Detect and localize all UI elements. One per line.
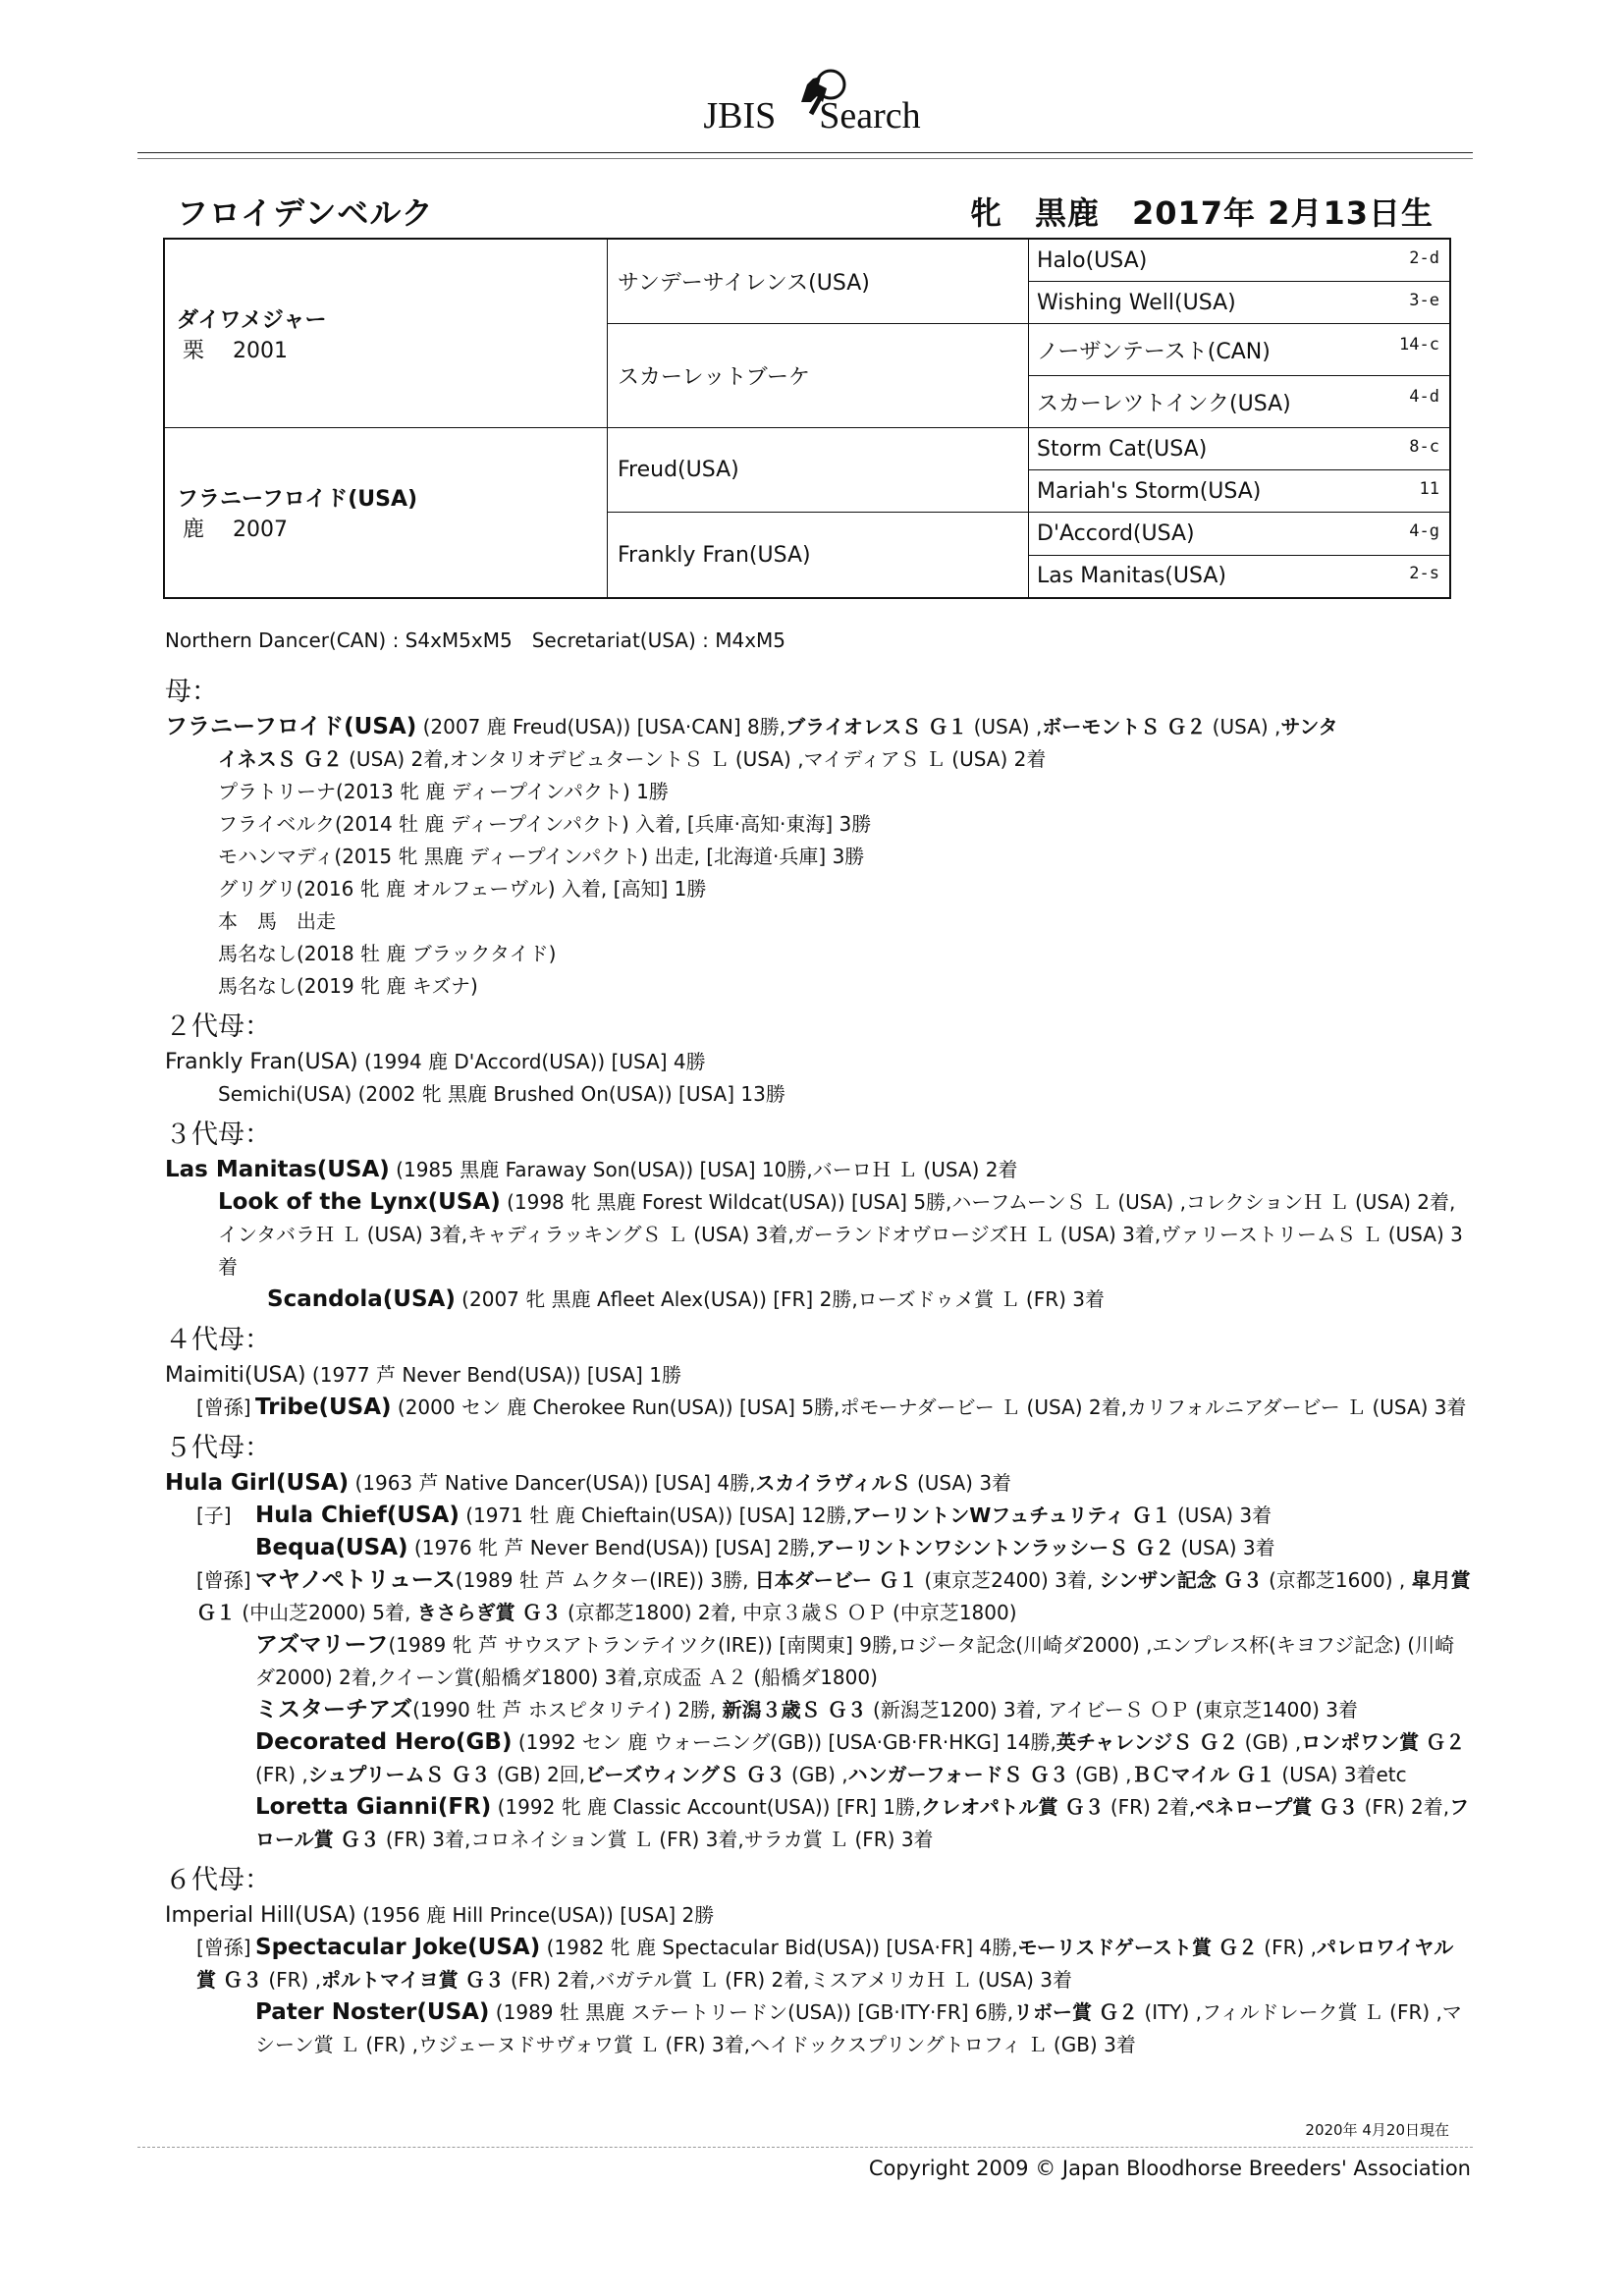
race-name: サンタ [1280,715,1338,738]
g3-child-text: (2007 牝 黒鹿 Afleet Alex(USA)) [FR] 2勝,ローズドゥメ賞 Ｌ (FR) 3着 [455,1287,1105,1311]
logo-left: JBIS [703,95,777,137]
g6-child-text: (FR) , [261,1968,322,1992]
g5-child-text: (GB) 2回, [490,1763,586,1786]
g5-child-name: Loretta Gianni(FR) [255,1794,492,1820]
g6-child-name: Spectacular Joke(USA) [255,1935,541,1960]
race-name: ロンポワン賞 Ｇ２ [1301,1730,1466,1754]
g5-record [165,1467,1471,1500]
race-name: ペネロープ賞 Ｇ３ [1195,1795,1359,1819]
g4-child [165,1392,1471,1424]
race-name: アーリントンWフュチュリティ Ｇ１ [851,1503,1171,1527]
pedigree-table [163,238,1451,599]
g2-child: Semichi(USA) (2002 牝 黒鹿 Brushed On(USA)) [USA] 13勝 [218,1082,785,1106]
family-code: 8-c [1409,436,1439,457]
gen3-cell [1029,513,1451,555]
dam-text: (USA) , [967,715,1043,738]
g6-child-text: (FR) 2着,バガテル賞 Ｌ (FR) 2着,ミスアメリカＨ Ｌ (USA) 3着 [504,1968,1072,1992]
dam-foal: 本 馬 出走 [218,909,336,933]
g5-child-name: マヤノペトリュース [255,1567,456,1593]
g4-record [165,1359,1471,1392]
race-name: シュプリームＳ Ｇ３ [307,1763,491,1786]
sire-cell [164,239,608,428]
dam-cell [164,428,608,598]
copyright: Copyright 2009 © Japan Bloodhorse Breeders' Association [868,2157,1471,2180]
g5-child-text: (FR) , [255,1763,308,1786]
race-name: アーリントンワシントンラッシーＳ Ｇ２ [815,1536,1175,1559]
g5-child-text: (FR) 2着, [1104,1795,1196,1819]
family-code: 4-d [1409,386,1439,407]
race-name: リボー賞 Ｇ２ [1013,2000,1139,2024]
race-name: クレオパトル賞 Ｇ３ [921,1795,1105,1819]
g5-child-text: (1971 牡 鹿 Chieftain(USA)) [USA] 12勝, [459,1503,852,1527]
gen3-cell [1029,428,1451,470]
gen3-cell [1029,555,1451,598]
g5-child-text: (GB) , [1068,1763,1132,1786]
g6-child-2 [165,1996,1471,2061]
race-name: フロール賞 Ｇ３ [255,1795,1470,1851]
race-name: ＢＣマイル Ｇ１ [1131,1763,1276,1786]
dam-name: フラニーフロイド(USA) [177,487,418,513]
section-heading-g6: ６代母： [165,1865,271,1895]
relation-tag: [曾孫] [196,1936,251,1959]
g5-child-name: Hula Chief(USA) [255,1503,460,1528]
g5-name: Hula Girl(USA) [165,1470,350,1496]
dam-record [165,711,1471,743]
g5-text: (USA) 3着 [910,1471,1012,1495]
g5-child-text: (1992 セン 鹿 ウォーニング(GB)) [USA·GB·FR·HKG] 14勝, [512,1730,1056,1754]
family-code: 2-d [1409,247,1439,268]
g5-child-text: (FR) 3着,コロネイション賞 Ｌ (FR) 3着,サラカ賞 Ｌ (FR) 3着 [379,1828,934,1851]
section-heading-g5: ５代母： [165,1433,271,1463]
g6-child-text: (1989 牡 黒鹿 ステートリードン(USA)) [GB·ITY·FR] 6勝, [489,2000,1014,2024]
race-name: ハンガーフォードＳ Ｇ３ [847,1763,1069,1786]
g5-child-text: (USA) 3着etc [1275,1763,1407,1786]
dam-foal: 馬名なし(2019 牝 鹿 キズナ) [218,974,478,998]
as-of-date: 2020年 4月20日現在 [1305,2121,1449,2139]
gen3-cell [1029,324,1451,376]
g5-child-4 [165,1629,1471,1694]
race-name: きさらぎ賞 Ｇ３ [416,1601,562,1624]
gen3-cell [1029,376,1451,428]
dam-name: フラニーフロイド(USA) [165,714,417,739]
dam-foal: プラトリーナ(2013 牝 鹿 ディープインパクト) 1勝 [218,780,669,803]
g3-child-1 [165,1186,1471,1284]
race-name: 皐月賞 Ｇ１ [196,1568,1471,1624]
gen3-name: Las Manitas(USA) [1037,564,1226,589]
g5-child-text: (FR) 2着, [1358,1795,1450,1819]
g4-name: Maimiti(USA) [165,1363,306,1388]
dam-foal: グリグリ(2016 牝 鹿 オルフェーヴル) 入着, [高知] 1勝 [218,877,707,901]
gen2-cell: Freud(USA) [608,428,1029,513]
family-section [165,668,1471,2061]
g3-child-text: (1998 牝 黒鹿 Forest Wildcat(USA)) [USA] 5勝,ハーフムーンＳ Ｌ (USA) ,コレクションＨ Ｌ (USA) 2着,インタバラＨ Ｌ (USA) 3着,キャディラッキングＳ Ｌ (USA) 3着,ガーランドオヴロージズＨ Ｌ (USA) 3着,ヴァリーストリームＳ Ｌ (USA) 3着 [218,1190,1463,1279]
g4-text: (1977 芦 Never Bend(USA)) [USA] 1勝 [305,1363,681,1387]
gen3-name: Wishing Well(USA) [1037,290,1236,315]
inbreeding-note: Northern Dancer(CAN) : S4xM5xM5 Secretariat(USA) : M4xM5 [165,629,786,652]
dam-text: (USA) , [1206,715,1281,738]
g3-text: (1985 黒鹿 Faraway Son(USA)) [USA] 10勝,バーロＨ Ｌ (USA) 2着 [389,1158,1018,1181]
race-name: ポルトマイヨ賞 Ｇ３ [321,1968,505,1992]
g5-child-7 [165,1791,1471,1856]
gen3-cell [1029,239,1451,282]
gen2-cell: スカーレットブーケ [608,324,1029,428]
race-name: パレロワイヤル賞 Ｇ３ [196,1936,1454,1992]
g6-text: (1956 鹿 Hill Prince(USA)) [USA] 2勝 [355,1903,715,1927]
dam-foal: モハンマディ(2015 牝 黒鹿 ディープインパクト) 出走, [北海道·兵庫] 3勝 [218,845,865,868]
header-rule-2 [137,158,1473,159]
section-heading-g2: ２代母： [165,1011,271,1042]
gen3-name: ノーザンテースト(CAN) [1037,339,1271,364]
g6-child-text: (1982 牝 鹿 Spectacular Bid(USA)) [USA·FR] 4勝, [540,1936,1018,1959]
g3-child-name: Look of the Lynx(USA) [218,1189,501,1215]
g5-child-name: Bequa(USA) [255,1535,408,1560]
g5-child-text: (東京芝2400) 3着, [917,1568,1100,1592]
section-heading-g3: ３代母： [165,1120,271,1150]
gen3-name: スカーレツトインク(USA) [1037,391,1291,416]
g5-child-text: (1992 牝 鹿 Classic Account(USA)) [FR] 1勝, [491,1795,922,1819]
dam-text: (2007 鹿 Freud(USA)) [USA·CAN] 8勝, [416,715,786,738]
dam-record-cont [165,743,1471,776]
family-code: 11 [1419,478,1439,499]
sire-name: ダイワメジャー [177,307,327,333]
race-name: スカイラヴィルＳ [755,1471,911,1495]
relation-tag: [曾孫] [196,1395,251,1419]
gen3-name: Storm Cat(USA) [1037,436,1208,462]
section-heading-dam: 母： [165,677,218,707]
g5-child-text: (GB) , [785,1763,848,1786]
gen3-cell [1029,282,1451,324]
g5-child-6 [165,1726,1471,1791]
race-name: モーリスドゲースト賞 Ｇ２ [1017,1936,1258,1959]
footer-rule [137,2147,1473,2148]
g2-text: (1994 鹿 D'Accord(USA)) [USA] 4勝 [357,1050,706,1073]
gen2-cell: Frankly Fran(USA) [608,513,1029,598]
g5-child-text: (新潟芝1200) 3着, アイビーＳ ＯＰ (東京芝1400) 3着 [866,1698,1358,1722]
g5-child-text: (USA) 3着 [1174,1536,1275,1559]
g3-name: Las Manitas(USA) [165,1157,390,1182]
g5-child-text: (1990 牡 芦 ホスピタリテイ) 2勝, [412,1698,723,1722]
g6-record [165,1899,1471,1932]
family-code: 2-s [1409,564,1439,584]
family-code: 4-g [1409,521,1439,541]
race-name: ブライオレスＳ Ｇ１ [785,715,968,738]
race-name: 英チャレンジＳ Ｇ２ [1056,1730,1239,1754]
g5-text: (1963 芦 Native Dancer(USA)) [USA] 4勝, [349,1471,756,1495]
horse-name: フロイデンベルク [177,194,434,232]
dam-foal: 馬名なし(2018 牡 鹿 ブラックタイド) [218,942,557,965]
header-rule [137,152,1473,153]
g4-child-text: (2000 セン 鹿 Cherokee Run(USA)) [USA] 5勝,ポモーナダービー Ｌ (USA) 2着,カリフォルニアダービー Ｌ (USA) 3着 [391,1395,1467,1419]
dam-foal: フライベルク(2014 牡 鹿 ディープインパクト) 入着, [兵庫·高知·東海] 3勝 [218,812,872,836]
logo-right: Search [819,95,921,137]
jbis-search-logo [0,94,1624,137]
family-code: 3-e [1409,290,1439,310]
g5-child-3 [165,1564,1471,1629]
g4-child-name: Tribe(USA) [255,1394,392,1420]
g5-child-1 [165,1500,1471,1532]
race-name: イネスＳ Ｇ２ [218,747,343,771]
g2-record [165,1046,1471,1078]
gen3-cell [1029,470,1451,513]
g5-child-text: (GB) , [1238,1730,1302,1754]
g6-child-text: (ITY) ,フィルドレーク賞 Ｌ (FR) ,マシーン賞 Ｌ (FR) ,ウジェーヌドサヴォワ賞 Ｌ (FR) 3着,ヘイドックスプリングトロフィ Ｌ (GB) 3着 [255,2000,1462,2056]
g6-child-name: Pater Noster(USA) [255,1999,490,2025]
g5-child-5 [165,1694,1471,1726]
g6-name: Imperial Hill(USA) [165,1903,356,1928]
dam-sub: 鹿 2007 [183,518,288,543]
g5-child-name: ミスターチアズ [255,1697,413,1722]
race-name: 新潟３歳Ｓ Ｇ３ [722,1698,867,1722]
gen3-name: Halo(USA) [1037,247,1148,273]
g2-name: Frankly Fran(USA) [165,1050,358,1074]
g5-child-text: (中山芝2000) 5着, [236,1601,417,1624]
g5-child-2 [165,1532,1471,1564]
sire-sub: 栗 2001 [183,338,288,363]
gen3-name: D'Accord(USA) [1037,521,1195,546]
g5-child-text: (1976 牝 芦 Never Bend(USA)) [USA] 2勝, [407,1536,816,1559]
race-name: ボーモントＳ Ｇ２ [1042,715,1207,738]
g5-child-text: (1989 牝 芦 サウスアトランテイツク(IRE)) [南関東] 9勝,ロジータ記念(川崎ダ2000) ,エンプレス杯(キヨフジ記念) (川崎ダ2000) 2着,クイーン賞(船橋ダ1800) 3着,京成盃 Ａ２ (船橋ダ1800) [255,1633,1455,1689]
horse-info: 牝 黒鹿 2017年 2月13日生 [969,194,1434,232]
g5-child-text: (京都芝1800) 2着, 中京３歳Ｓ ＯＰ (中京芝1800) [561,1601,1017,1624]
g6-child-text: (FR) , [1257,1936,1318,1959]
g3-child-2 [165,1284,1471,1316]
race-name: 日本ダービー Ｇ１ [754,1568,918,1592]
g5-child-text: (USA) 3着 [1170,1503,1272,1527]
dam-text: (USA) 2着,オンタリオデビュターントＳ Ｌ (USA) ,マイディアＳ Ｌ (USA) 2着 [342,747,1047,771]
race-name: ビーズウィングＳ Ｇ３ [585,1763,785,1786]
relation-tag: [曾孫] [196,1568,251,1592]
gen2-cell: サンデーサイレンス(USA) [608,239,1029,324]
g3-record [165,1154,1471,1186]
race-name: シンザン記念 Ｇ３ [1099,1568,1263,1592]
family-code: 14-c [1399,334,1439,355]
section-heading-g4: ４代母： [165,1325,271,1355]
g5-child-name: Decorated Hero(GB) [255,1729,513,1755]
g5-child-text: (1989 牡 芦 ムクター(IRE)) 3勝, [455,1568,755,1592]
g6-child-1 [165,1932,1471,1996]
g5-child-name: アズマリーフ [255,1632,389,1658]
relation-tag: [子] [196,1503,232,1527]
g3-child-name: Scandola(USA) [267,1286,456,1312]
g5-child-text: (京都芝1600) , [1262,1568,1412,1592]
gen3-name: Mariah's Storm(USA) [1037,478,1262,504]
